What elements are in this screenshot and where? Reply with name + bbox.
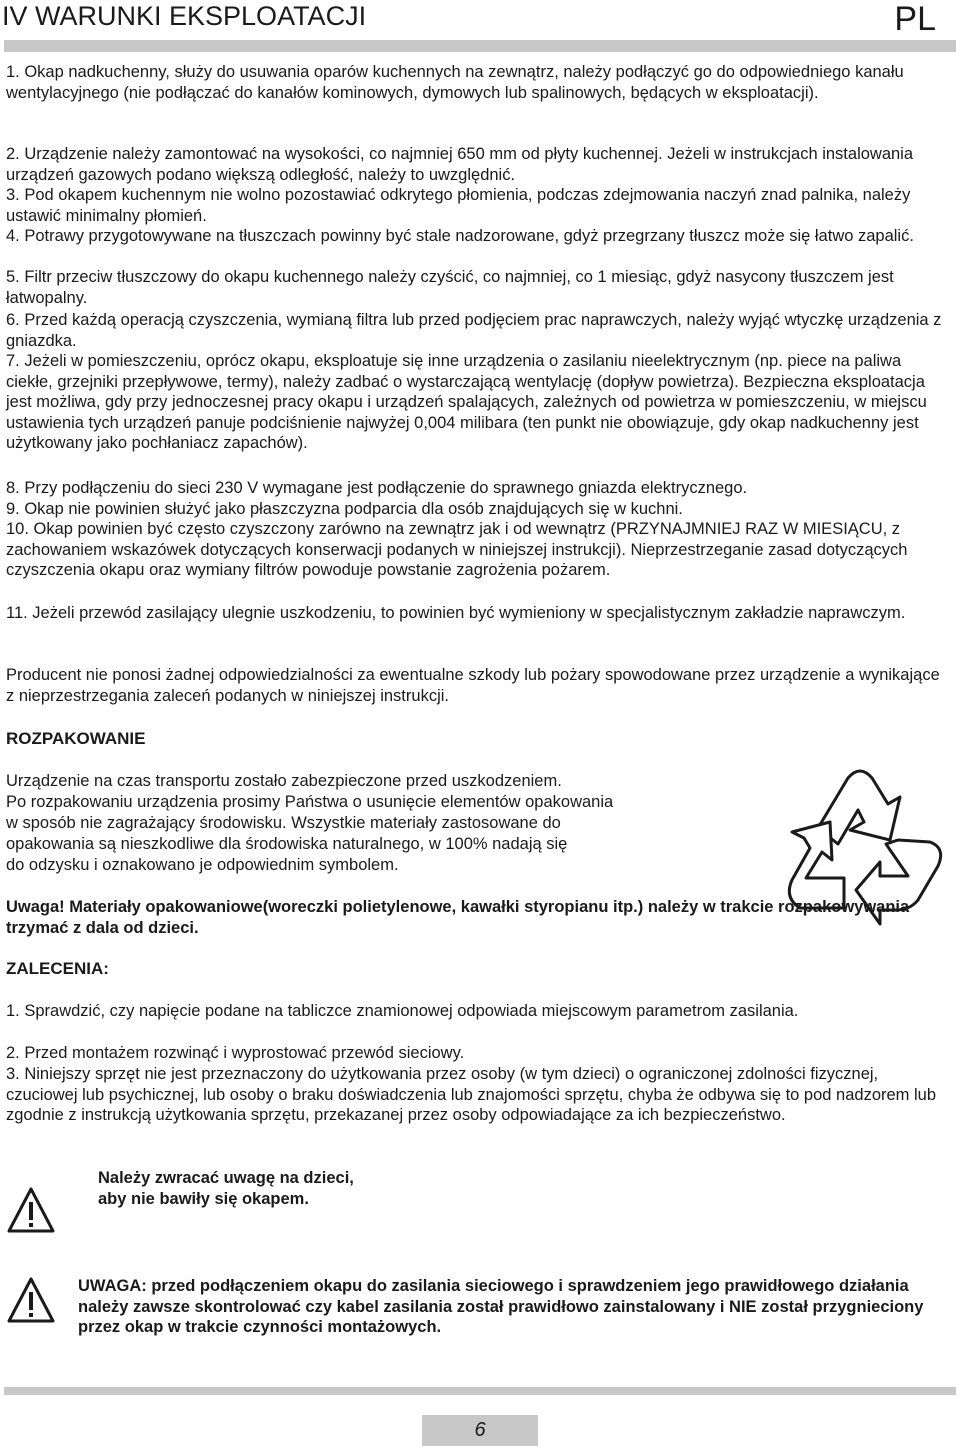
recommendations-heading: ZALECENIA:: [6, 959, 109, 978]
condition-item-6: 6. Przed każdą operacją czyszczenia, wymianą filtra lub przed podjęciem prac naprawczych, należy wyjąć wtyczkę urządzenia z gniazdka.: [6, 311, 942, 350]
recommendation-item-3: 3. Niniejszy sprzęt nie jest przeznaczony do użytkowania przez osoby (w tym dzieci) o ograniczonej zdolności fizycznej, czuciowej lub psychicznej, lub osoby o braku doświadczenia lub znajomości sprzętu, chyba że odbywa się to pod nadzorem lub zgodnie z instrukcją użytkowania sprzętu, przekazanej przez osoby odpowiadające za ich bezpieczeństwo.: [6, 1065, 937, 1124]
recommendation-item-1: 1. Sprawdzić, czy napięcie podane na tabliczce znamionowej odpowiada miejscowym parametrom zasilania.: [6, 1002, 799, 1020]
condition-item-10: 10. Okap powinien być często czyszczony zarówno na zewnątrz jak i od wewnątrz (PRZYNAJMNIEJ RAZ W MIESIĄCU, z zachowaniem wskazówek dotyczących konserwacji podanych w niniejszej instrukcji). Nieprzestrzeganie zasad dotyczących czyszczenia okapu oraz wymiany filtrów powoduje powstanie zagrożenia pożarem.: [6, 520, 908, 579]
header-rule: [4, 40, 956, 52]
warning-triangle-icon: [6, 1276, 56, 1324]
unpacking-line: Po rozpakowaniu urządzenia prosimy Państwa o usunięcie elementów opakowania: [6, 793, 614, 811]
recommendation-item-2: 2. Przed montażem rozwinąć i wyprostować przewód sieciowy.: [6, 1044, 465, 1062]
children-notice-line: Należy zwracać uwagę na dzieci,: [98, 1169, 354, 1187]
unpacking-line: Urządzenie na czas transportu zostało zabezpieczone przed uszkodzeniem.: [6, 772, 562, 790]
unpacking-heading: ROZPAKOWANIE: [6, 729, 146, 748]
warning-triangle-icon: [6, 1186, 56, 1234]
unpacking-line: opakowania są nieszkodliwe dla środowiska naturalnego, w 100% nadają się: [6, 835, 568, 853]
condition-item-4: 4. Potrawy przygotowywane na tłuszczach powinny być stale nadzorowane, gdyż przegrzany tłuszcz może się łatwo zapalić.: [6, 227, 914, 245]
condition-item-2: 2. Urządzenie należy zamontować na wysokości, co najmniej 650 mm od płyty kuchennej. Jeżeli w instrukcjach instalowania urządzeń gazowych podano większą odległość, należy to uwzględnić.: [6, 145, 914, 184]
language-code: PL: [894, 0, 936, 38]
packaging-warning: Uwaga! Materiały opakowaniowe(woreczki polietylenowe, kawałki styropianu itp.) należy w trakcie rozpakowywania trzymać z dala od dzieci.: [6, 898, 910, 937]
power-connection-notice: UWAGA: przed podłączeniem okapu do zasilania sieciowego i sprawdzeniem jego prawidłowego działania należy zawsze skontrolować czy kabel zasilania został prawidłowo zainstalowany i NIE został przygnieciony przez okap w trakcie czynności montażowych.: [78, 1277, 924, 1336]
page-number: 6: [422, 1415, 538, 1446]
condition-item-5: 5. Filtr przeciw tłuszczowy do okapu kuchennego należy czyścić, co najmniej, co 1 miesiąc, gdyż nasycony tłuszczem jest łatwopalny.: [6, 268, 894, 307]
unpacking-line: w sposób nie zagrażający środowisku. Wszystkie materiały zastosowane do: [6, 814, 561, 832]
children-notice-line: aby nie bawiły się okapem.: [98, 1190, 309, 1208]
section-title: IV WARUNKI EKSPLOATACJI: [2, 1, 367, 31]
condition-item-3: 3. Pod okapem kuchennym nie wolno pozostawiać odkrytego płomienia, podczas zdejmowania naczyń znad palnika, należy ustawić minimalny płomień.: [6, 186, 911, 225]
condition-item-7: 7. Jeżeli w pomieszczeniu, oprócz okapu, eksploatuje się inne urządzenia o zasilaniu nieelektrycznym (np. piece na paliwa ciekłe, grzejniki przepływowe, termy), należy zadbać o wystarczającą wentylację (dopływ powietrza). Bezpieczna eksploatacja jest możliwa, gdy przy jednoczesnej pracy okapu i urządzeń spalających, zależnych od powietrza w pomieszczeniu, w miejscu ustawienia tych urządzeń panuje podciśnienie najwyżej 0,004 milibara (ten punkt nie obowiązuje, gdy okap nadkuchenny jest użytkowany jako pochłaniacz zapachów).: [6, 352, 927, 452]
condition-item-8: 8. Przy podłączeniu do sieci 230 V wymagane jest podłączenie do sprawnego gniazda elektrycznego.: [6, 479, 748, 497]
unpacking-line: do odzysku i oznakowano je odpowiednim symbolem.: [6, 856, 399, 874]
condition-item-11: 11. Jeżeli przewód zasilający ulegnie uszkodzeniu, to powinien być wymieniony w specjalistycznym zakładzie naprawczym.: [6, 604, 906, 622]
condition-item-9: 9. Okap nie powinien służyć jako płaszczyzna podparcia dla osób znajdujących się w kuchni.: [6, 500, 683, 518]
footer-rule: [4, 1387, 956, 1395]
liability-disclaimer: Producent nie ponosi żadnej odpowiedzialności za ewentualne szkody lub pożary spowodowane przez urządzenie a wynikające z nieprzestrzegania zaleceń podanych w niniejszej instrukcji.: [6, 666, 940, 705]
condition-item-1: 1. Okap nadkuchenny, służy do usuwania oparów kuchennych na zewnątrz, należy podłączyć go do odpowiedniego kanału wentylacyjnego (nie podłączać do kanałów kominowych, dymowych lub spalinowych, będących w eksploatacji).: [6, 63, 904, 102]
